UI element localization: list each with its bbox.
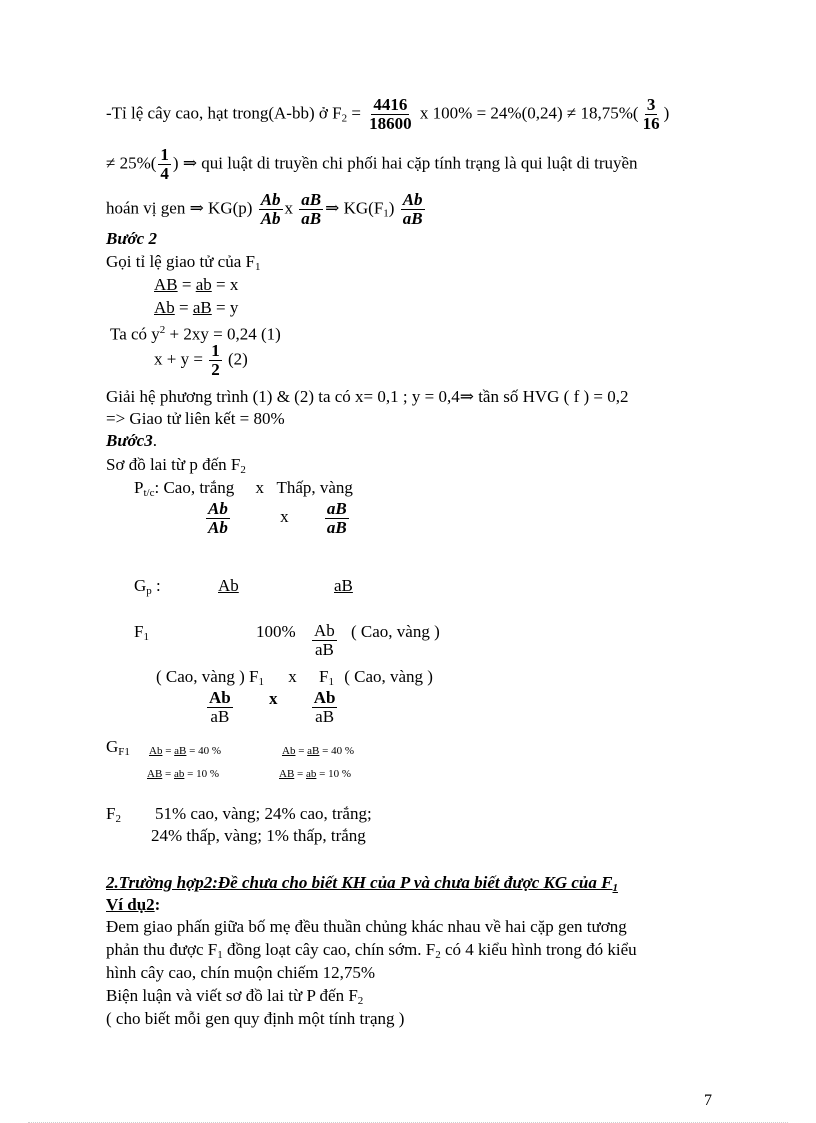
- ratio-line: -Tỉ lệ cây cao, hạt trong(A-bb) ở $F_2$ = $\frac{4416}{18600}$ x 100% = 24%(0,24) ≠ 18,75%( $\frac{3}{16}$ ): [106, 95, 670, 133]
- genotype-fraction: $\frac{aB}{aB}$: [301, 190, 322, 228]
- genotype-fraction: $\frac{Ab}{aB}$: [314, 621, 335, 659]
- f2-label: $F_2$: [106, 804, 121, 825]
- f2-result-1: 51% cao, vàng; 24% cao, trắng;: [155, 804, 372, 823]
- f1-label: $F_1$: [134, 622, 149, 643]
- genotype-line: hoán vị gen ⇒ KG(p) $\frac{Ab}{Ab}$ x $\frac{aB}{aB}$ ⇒ $KG(F_1)$ $\frac{Ab}{aB}$: [106, 190, 423, 228]
- step2-heading: Bước 2: [106, 229, 157, 248]
- step2-intro: Gọi tỉ lệ giao tử của $F_1$: [106, 252, 261, 273]
- equation-1: AB = ab = x: [154, 275, 239, 294]
- f1-cross: ( Cao, vàng ) $F_1$ x $F_1$ ( Cao, vàng ): [156, 667, 433, 688]
- equation-3: Ta có $y^2 + 2xy = 0,24$ (1): [110, 324, 281, 344]
- page-number: 7: [704, 1092, 712, 1109]
- genotype-fraction: $\frac{aB}{aB}$: [326, 499, 347, 537]
- example-label: Ví dụ2:: [106, 895, 161, 914]
- gf1-ratio-2: Ab = aB = 40 %: [282, 745, 355, 757]
- fraction: $\frac{3}{16}$: [642, 95, 660, 133]
- genotype-fraction: $\frac{Ab}{aB}$: [402, 190, 423, 228]
- equation-2: Ab = aB = y: [154, 298, 239, 317]
- f1-phenotype: ( Cao, vàng ): [351, 622, 440, 641]
- example-line-1: Đem giao phấn giữa bố mẹ đều thuần chủng khác nhau về hai cặp gen tương: [106, 917, 627, 936]
- genotype-fraction: $\frac{Ab}{aB}$: [313, 688, 336, 726]
- example-line-3: hình cây cao, chín muộn chiếm 12,75%: [106, 963, 376, 982]
- linked-gamete-line: => Giao tử liên kết = 80%: [106, 409, 285, 428]
- f1-genotype: [310, 622, 339, 659]
- f2-result-2: 24% thấp, vàng; 1% thấp, trắng: [151, 826, 366, 845]
- fraction: $\frac{4416}{18600}$: [369, 95, 412, 133]
- gf1-ratio-1: Ab = aB = 40 %: [149, 745, 222, 757]
- genotype-fraction: $\frac{Ab}{aB}$: [209, 688, 231, 726]
- equation-4: x + y = $\frac{1}{2}$ (2): [154, 341, 248, 379]
- example-line-2: phản thu được $F_1$ đồng loạt cây cao, chín sớm. $F_2$ có 4 kiểu hình trong đó kiểu: [106, 940, 637, 961]
- case2-heading: 2.Trường hợp2:Đề chưa cho biết KH của P và chưa biết được KG của $F_1$: [106, 873, 618, 894]
- conclusion-line: ≠ 25%( $\frac{1}{4}$ ) ⇒ qui luật di truyền chi phối hai cặp tính trạng là qui luật di truyền: [106, 145, 638, 183]
- fraction: $\frac{1}{4}$: [160, 145, 169, 183]
- parent-cross: $P_{t/c}$: Cao, trắng x Thấp, vàng: [134, 478, 353, 499]
- f1-percent: 100%: [256, 622, 296, 641]
- gamete-p2: aB: [334, 576, 353, 595]
- gf1-ratio-3: AB = ab = 10 %: [147, 768, 220, 780]
- solve-line: Giải hệ phương trình (1) & (2) ta có x= 0,1 ; y = 0,4⇒ tần số HVG ( f ) = 0,2: [106, 387, 629, 406]
- gp-label: $G_p$ :: [134, 576, 161, 597]
- parent-genotypes: $\frac{Ab}{Ab}$ x $\frac{aB}{aB}$: [208, 499, 347, 537]
- gamete-p1: Ab: [218, 576, 239, 595]
- genotype-fraction: $\frac{Ab}{Ab}$: [260, 190, 281, 228]
- gf1-label: $G_{F1}$: [106, 737, 130, 758]
- genotype-fraction: $\frac{Ab}{Ab}$: [208, 499, 228, 537]
- step3-heading: Bước3.: [106, 431, 157, 450]
- example-line-4: Biện luận và viết sơ đồ lai từ P đến $F_2$: [106, 986, 364, 1007]
- fraction: $\frac{1}{2}$: [211, 341, 220, 379]
- gf1-ratio-4: AB = ab = 10 %: [279, 768, 352, 780]
- example-line-5: ( cho biết mỗi gen quy định một tính trạng ): [106, 1009, 405, 1028]
- step3-intro: Sơ đồ lai từ p đến $F_2$: [106, 455, 246, 476]
- f1-cross-genotypes: $\frac{Ab}{aB}$ x $\frac{Ab}{aB}$: [209, 688, 336, 726]
